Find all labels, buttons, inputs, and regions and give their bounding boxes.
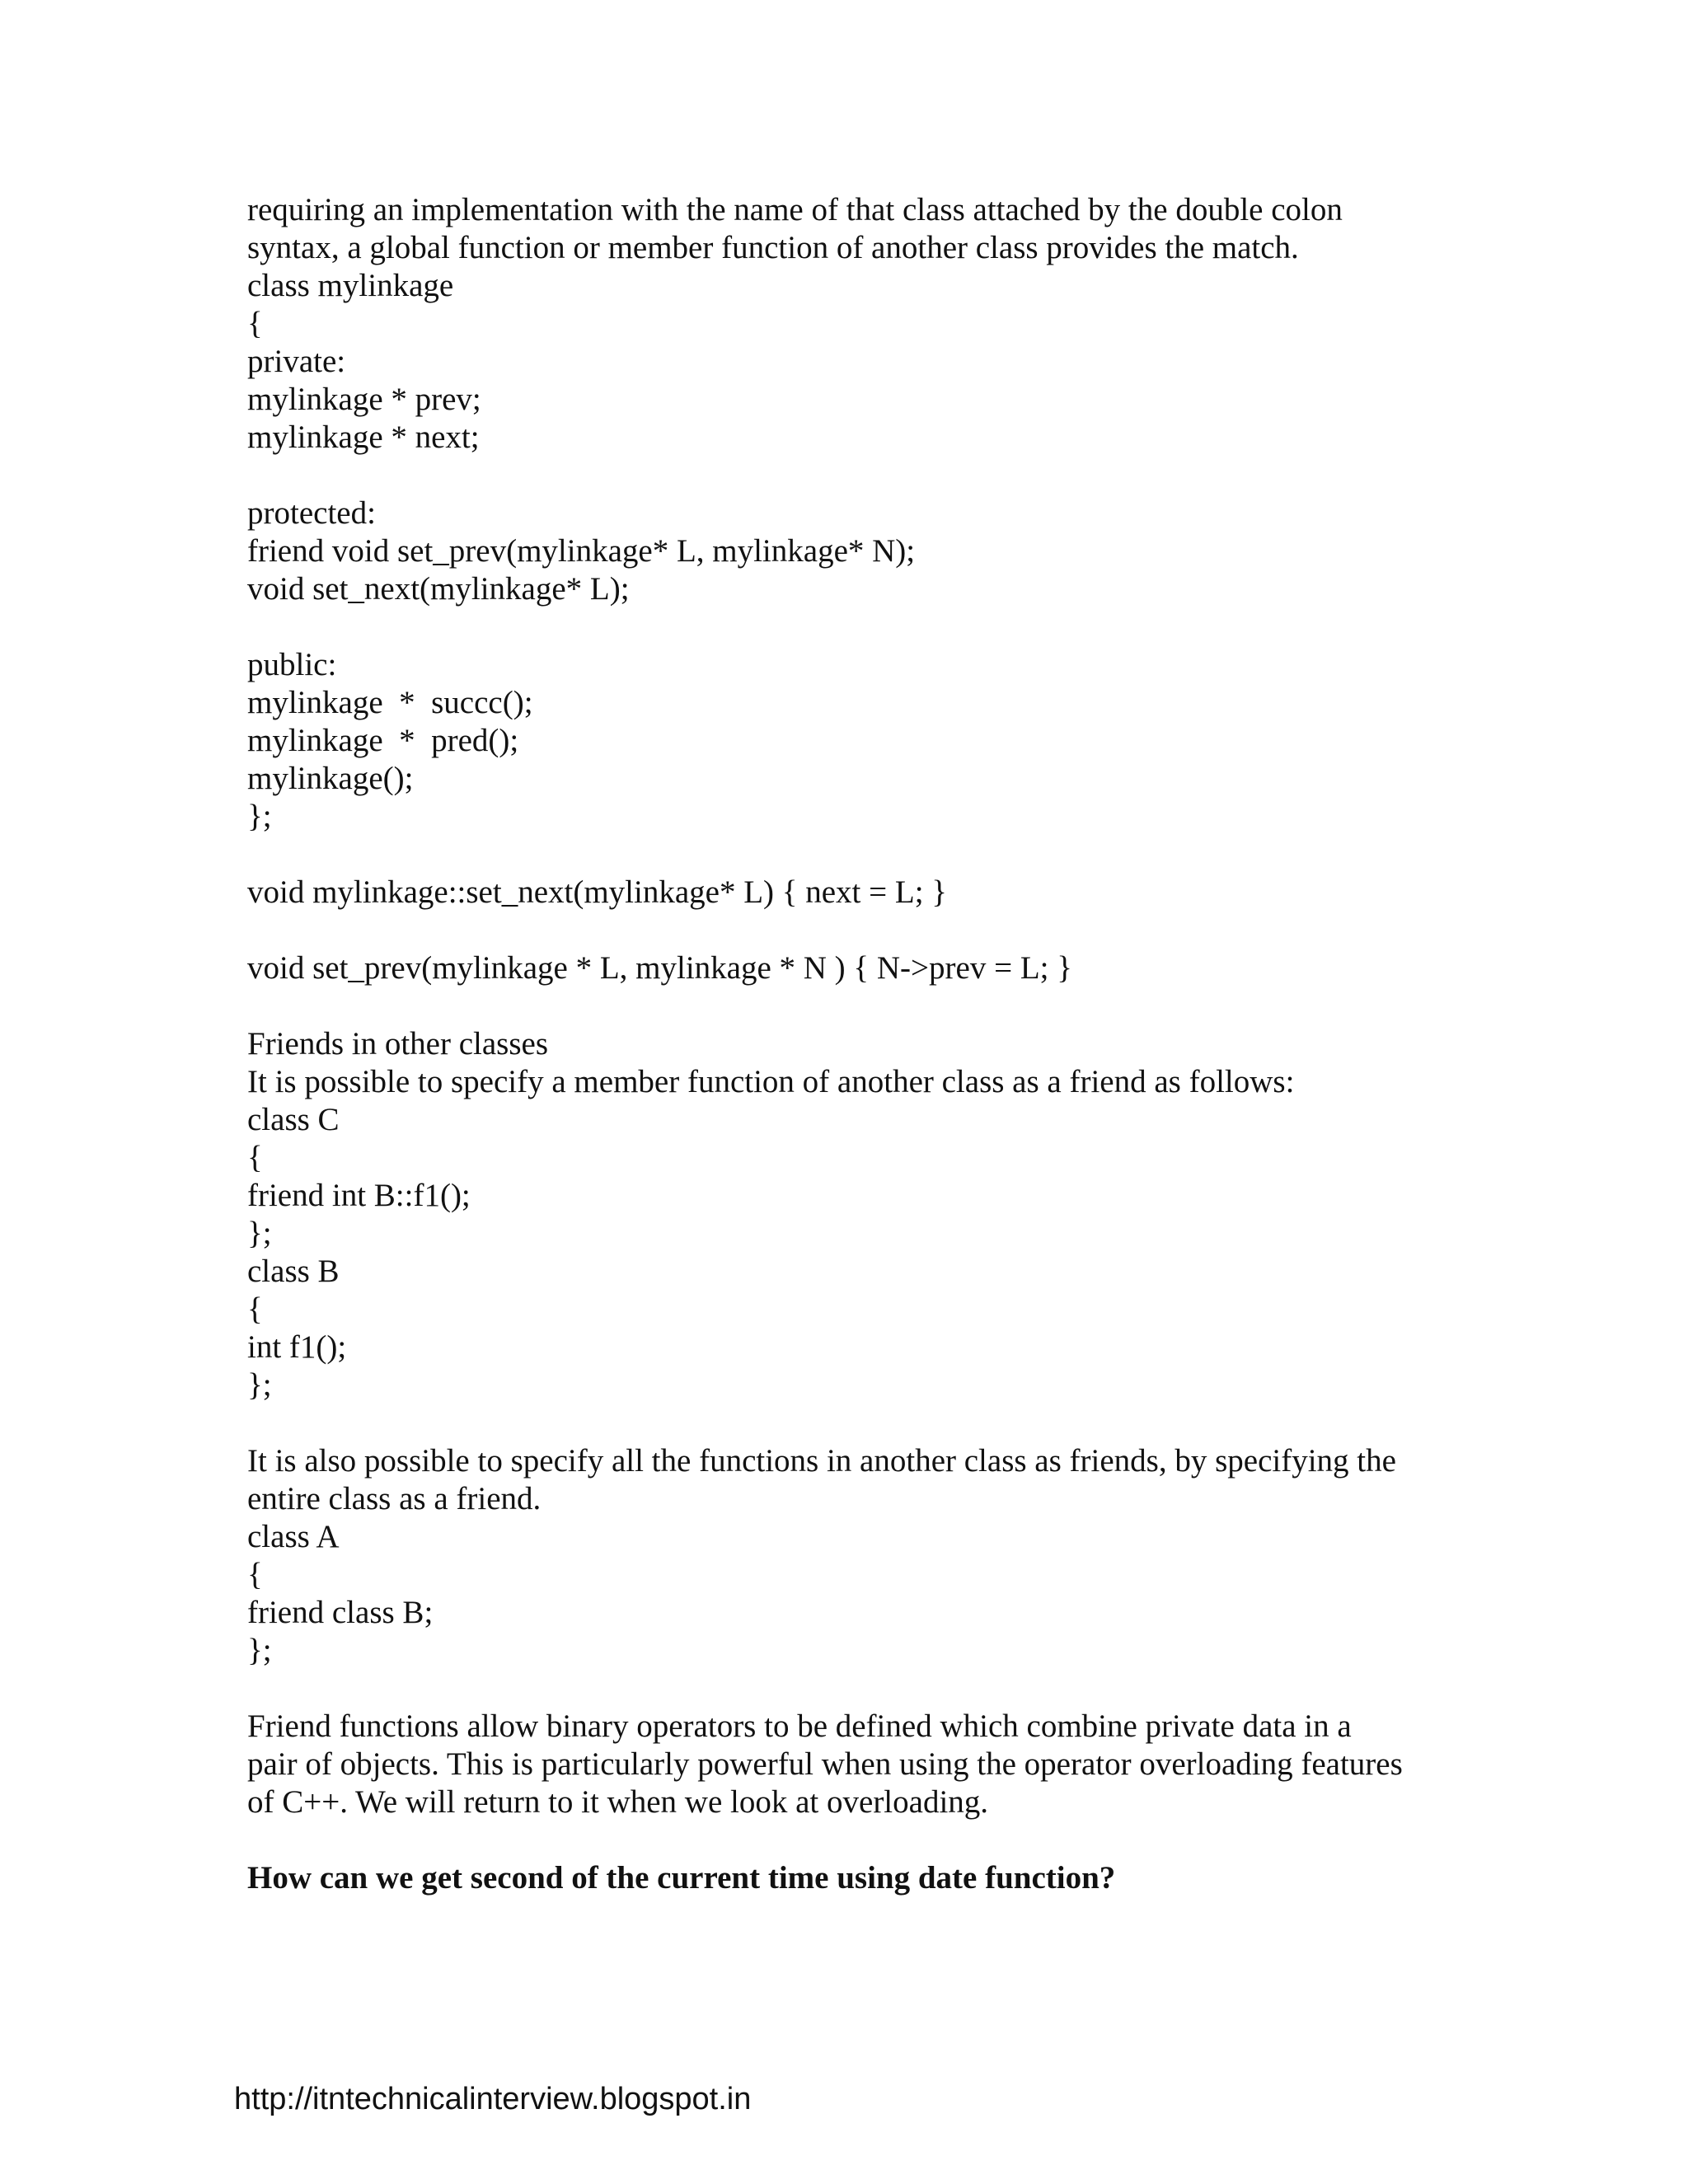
code-line: { bbox=[247, 306, 263, 341]
text-line: of C++. We will return to it when we look at overloading. bbox=[247, 1784, 989, 1820]
code-line: public: bbox=[247, 647, 337, 682]
blank-line bbox=[247, 457, 1467, 494]
code-line: { bbox=[247, 1140, 263, 1175]
document-body bbox=[247, 191, 1467, 1897]
blank-line bbox=[247, 987, 1467, 1025]
section-heading: Friends in other classes bbox=[247, 1026, 549, 1062]
code-line: { bbox=[247, 1557, 263, 1592]
code-line: { bbox=[247, 1291, 263, 1327]
code-line: }; bbox=[247, 1633, 272, 1668]
footer-url: http://itntechnicalinterview.blogspot.in bbox=[234, 2082, 752, 2116]
code-line: }; bbox=[247, 1367, 272, 1403]
code-line: class B bbox=[247, 1254, 340, 1289]
blank-line bbox=[247, 1670, 1467, 1708]
text-line: Friend functions allow binary operators to be defined which combine private data in a bbox=[247, 1708, 1352, 1744]
code-line: class A bbox=[247, 1519, 340, 1554]
code-line: int f1(); bbox=[247, 1329, 347, 1365]
blank-line bbox=[247, 1404, 1467, 1442]
blank-line bbox=[247, 836, 1467, 874]
code-line: }; bbox=[247, 799, 272, 834]
code-line: class C bbox=[247, 1102, 340, 1137]
code-line: friend class B; bbox=[247, 1595, 434, 1630]
code-line: mylinkage * succc(); bbox=[247, 685, 533, 720]
code-line: mylinkage * prev; bbox=[247, 382, 481, 417]
blank-line bbox=[247, 1821, 1467, 1859]
code-line: friend void set_prev(mylinkage* L, mylinkage* N); bbox=[247, 533, 916, 569]
text-line: pair of objects. This is particularly powerful when using the operator overloading features bbox=[247, 1746, 1403, 1782]
code-line: mylinkage * next; bbox=[247, 419, 480, 455]
code-line: class mylinkage bbox=[247, 268, 454, 303]
text-line: requiring an implementation with the name of that class attached by the double colon bbox=[247, 192, 1343, 227]
text-line: syntax, a global function or member function of another class provides the match. bbox=[247, 230, 1299, 265]
text-line: entire class as a friend. bbox=[247, 1481, 542, 1516]
code-line: friend int B::f1(); bbox=[247, 1178, 471, 1213]
code-line: mylinkage(); bbox=[247, 761, 414, 796]
question-heading: How can we get second of the current time using date function? bbox=[247, 1860, 1116, 1896]
blank-line bbox=[247, 912, 1467, 949]
code-line: void set_next(mylinkage* L); bbox=[247, 571, 630, 607]
code-line: mylinkage * pred(); bbox=[247, 723, 519, 758]
code-line: void mylinkage::set_next(mylinkage* L) { next = L; } bbox=[247, 874, 948, 910]
code-line: protected: bbox=[247, 495, 376, 531]
text-line: It is also possible to specify all the functions in another class as friends, by specifying the bbox=[247, 1443, 1396, 1479]
code-line: void set_prev(mylinkage * L, mylinkage * N ) { N->prev = L; } bbox=[247, 950, 1072, 986]
blank-line bbox=[247, 608, 1467, 646]
code-line: private: bbox=[247, 344, 346, 379]
text-line: It is possible to specify a member function of another class as a friend as follows: bbox=[247, 1064, 1295, 1099]
code-line: }; bbox=[247, 1216, 272, 1251]
